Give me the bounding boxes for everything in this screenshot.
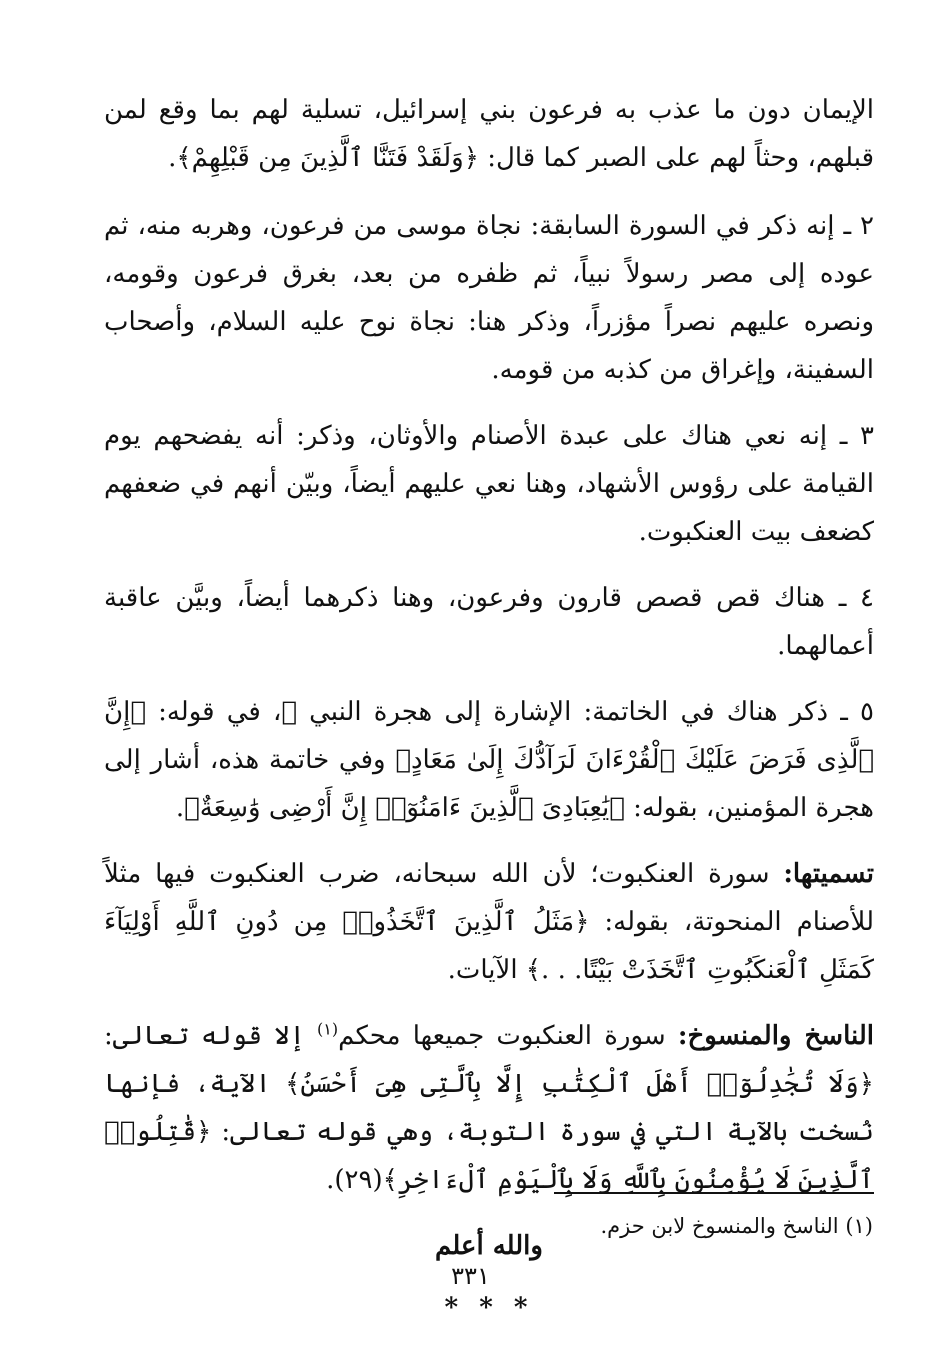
naming-text: سورة العنكبوت؛ لأن الله سبحانه، ضرب العنكبوت فيها مثلاً للأصنام المنحوتة، بقوله: ﴿مَثَلُ ٱلَّذِينَ ٱتَّخَذُوا۟ مِن دُونِ ٱللَّهِ أَوْلِيَآءَ كَمَثَلِ ٱلْعَنكَبُوتِ ٱتَّخَذَتْ بَيْتًا. . .﴾ الآيات. (104, 859, 874, 985)
abrogation-text-2: إلا قوله تعالى: ﴿وَلَا تُجَٰدِلُوٓا۟ أَهْلَ ٱلْكِتَٰبِ إِلَّا بِٱلَّتِى هِىَ أَحْسَنُ﴾ الآية، فإنها نُسخت بالآية التي في سورة التوبة، وهي قوله تعالى: ﴿قَٰتِلُوا۟ ٱلَّذِينَ لَا يُؤْمِنُونَ بِٱللَّهِ وَلَا بِٱلْيَوْمِ ٱلْءَاخِرِ﴾(٢٩). (104, 1021, 874, 1195)
abrogation-label: الناسخ والمنسوخ: (677, 1021, 874, 1051)
paragraph-point-5: ٥ ـ ذكر هناك في الخاتمة: الإشارة إلى هجرة النبي ﷺ، في قوله: ﴿إِنَّ ٱلَّذِى فَرَضَ عَلَيْكَ ٱلْقُرْءَانَ لَرَآدُّكَ إِلَىٰ مَعَادٍ﴾ وفي خاتمة هذه، أشار إلى هجرة المؤمنين، بقوله: ﴿يَٰعِبَادِىَ ٱلَّذِينَ ءَامَنُوٓا۟ إِنَّ أَرْضِى وَٰسِعَةٌ﴾. (104, 697, 874, 823)
paragraph-abrogation (104, 1012, 874, 1204)
paragraph-point-4: ٤ ـ هناك قص قصص قارون وفرعون، وهنا ذكرهما أيضاً، وبيَّن عاقبة أعمالهما. (104, 583, 874, 661)
footnote-marker: (١) (317, 1019, 339, 1039)
page-body (104, 86, 874, 1332)
footnote: (١) الناسخ والمنسوخ لابن حزم. (600, 1214, 873, 1238)
paragraph-naming (104, 850, 874, 994)
paragraph-intro: الإيمان دون ما عذب به فرعون بني إسرائيل، تسلية لهم بما وقع لمن قبلهم، وحثاً لهم على الصبر كما قال: ﴿وَلَقَدْ فَتَنَّا ٱلَّذِينَ مِن قَبْلِهِمْ﴾. (104, 95, 874, 173)
abrogation-text-1: سورة العنكبوت جميعها محكم (338, 1021, 678, 1051)
paragraph-point-3: ٣ ـ إنه نعي هناك على عبدة الأصنام والأوثان، وذكر: أنه يفضحهم يوم القيامة على رؤوس الأشهاد، وهنا نعي عليهم أيضاً، وبيّن أنهم في ضعفهم كضعف بيت العنكبوت. (104, 421, 874, 547)
closing-phrase: والله أعلم (435, 1231, 543, 1261)
page-number: ٣٣١ (451, 1262, 490, 1290)
section-separator: * * * (444, 1293, 534, 1323)
naming-label: تسميتها: (783, 859, 874, 889)
footnote-rule (554, 1192, 874, 1194)
paragraph-point-2: ٢ ـ إنه ذكر في السورة السابقة: نجاة موسى من فرعون، وهربه منه، ثم عوده إلى مصر رسولاً نبياً، ثم ظفره من بعد، بغرق فرعون وقومه، ونصره عليهم نصراً مؤزراً، وذكر هنا: نجاة نوح عليه السلام، وأصحاب السفينة، وإغراق من كذبه من قومه. (104, 211, 874, 385)
